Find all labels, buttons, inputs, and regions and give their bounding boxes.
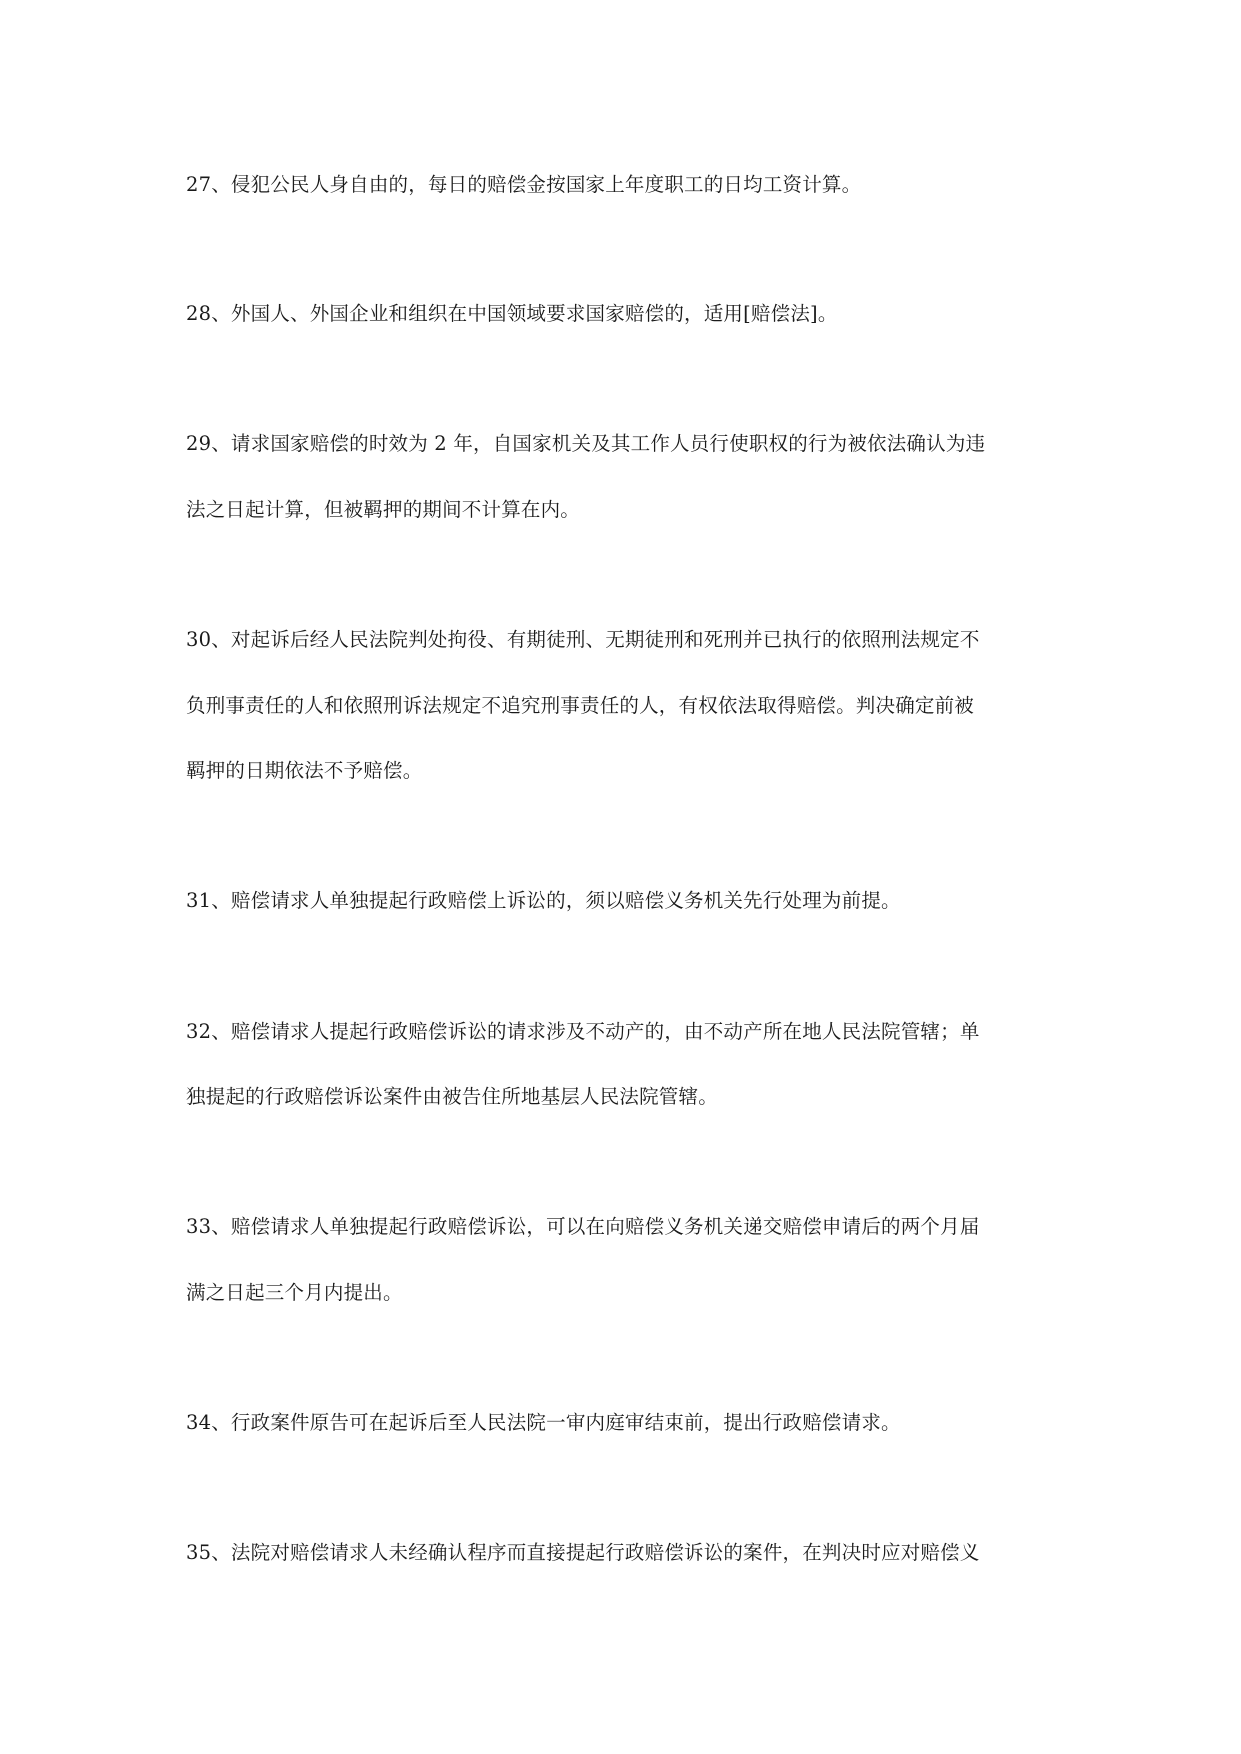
text-line-item-28: 28、外国人、外国企业和组织在中国领域要求国家赔偿的，适用[赔偿法]。 (186, 302, 838, 325)
text-line-item-32-b: 独提起的行政赔偿诉讼案件由被告住所地基层人民法院管辖。 (186, 1085, 718, 1108)
text-line-item-32-a: 32、赔偿请求人提起行政赔偿诉讼的请求涉及不动产的，由不动产所在地人民法院管辖；单 (186, 1020, 980, 1043)
text-line-item-29-a: 29、请求国家赔偿的时效为 2 年，自国家机关及其工作人员行使职权的行为被依法确认为违 (186, 432, 986, 455)
text-line-item-30-c: 羁押的日期依法不予赔偿。 (186, 759, 423, 782)
text-line-item-30-b: 负刑事责任的人和依照刑诉法规定不追究刑事责任的人，有权依法取得赔偿。判决确定前被 (186, 694, 975, 717)
text-line-item-33-b: 满之日起三个月内提出。 (186, 1281, 403, 1304)
text-line-item-35: 35、法院对赔偿请求人未经确认程序而直接提起行政赔偿诉讼的案件，在判决时应对赔偿义 (186, 1541, 980, 1564)
text-line-item-30-a: 30、对起诉后经人民法院判处拘役、有期徒刑、无期徒刑和死刑并已执行的依照刑法规定不 (186, 628, 980, 651)
text-line-item-29-b: 法之日起计算，但被羁押的期间不计算在内。 (186, 498, 581, 521)
text-line-item-33-a: 33、赔偿请求人单独提起行政赔偿诉讼，可以在向赔偿义务机关递交赔偿申请后的两个月届 (186, 1215, 980, 1238)
text-line-item-27: 27、侵犯公民人身自由的，每日的赔偿金按国家上年度职工的日均工资计算。 (186, 173, 862, 196)
text-line-item-34: 34、行政案件原告可在起诉后至人民法院一审内庭审结束前，提出行政赔偿请求。 (186, 1411, 901, 1434)
text-line-item-31: 31、赔偿请求人单独提起行政赔偿上诉讼的，须以赔偿义务机关先行处理为前提。 (186, 889, 901, 912)
